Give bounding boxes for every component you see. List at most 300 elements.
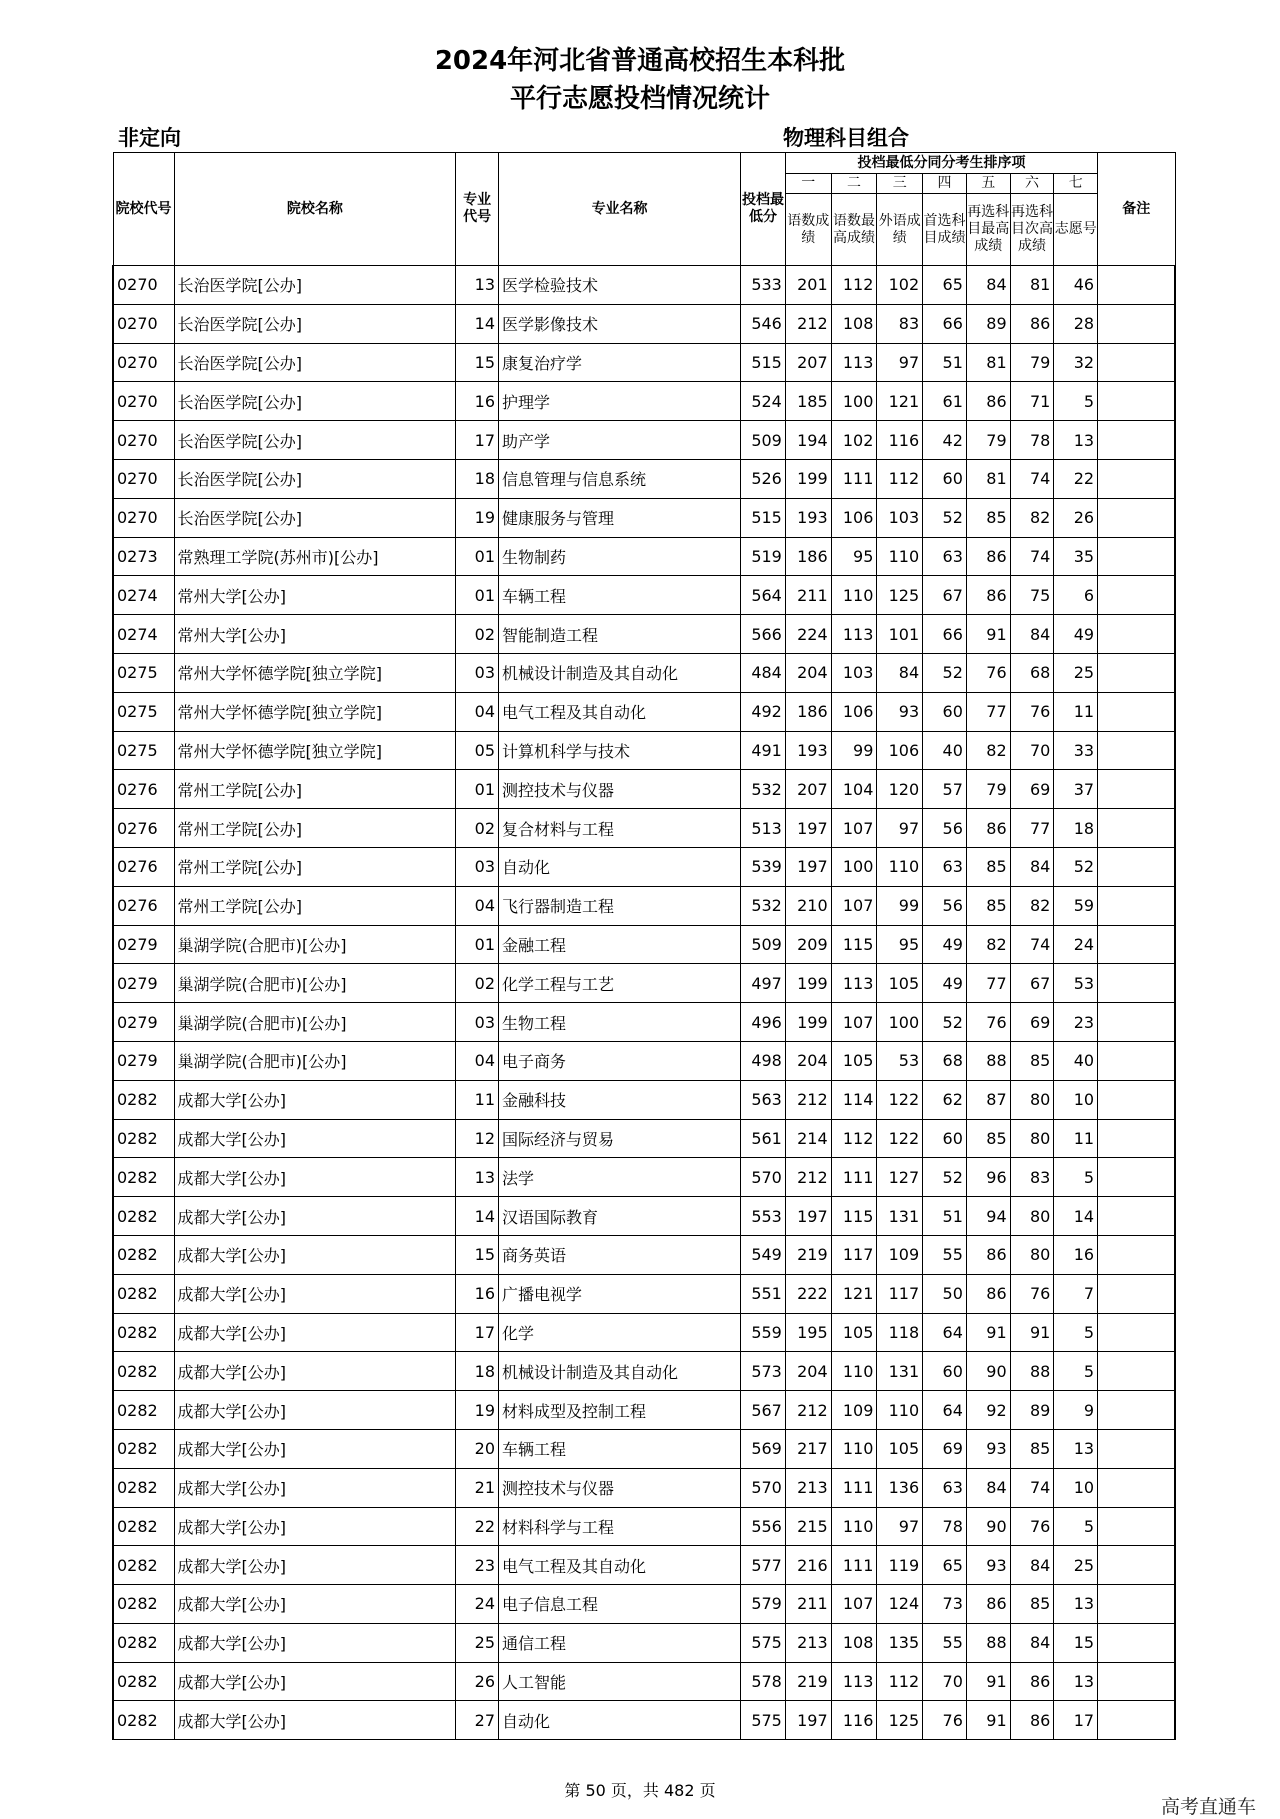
school-name-cell: 长治医学院[公办]	[174, 459, 456, 498]
major-code-cell: 14	[456, 1197, 499, 1236]
remark-cell	[1098, 421, 1175, 460]
chinese-math-score-cell: 213	[785, 1623, 831, 1662]
major-name-cell: 医学检验技术	[499, 266, 741, 305]
header-school-name: 院校名称	[174, 153, 456, 266]
primary-subject-cell: 70	[923, 1662, 967, 1701]
elective-max-cell: 93	[966, 1429, 1010, 1468]
major-code-cell: 16	[456, 1274, 499, 1313]
chinese-math-max-cell: 107	[831, 809, 877, 848]
chinese-math-max-cell: 106	[831, 692, 877, 731]
min-score-cell: 539	[741, 847, 786, 886]
chinese-math-score-cell: 212	[785, 1391, 831, 1430]
school-code-cell: 0270	[113, 382, 174, 421]
elective-second-cell: 86	[1010, 1662, 1054, 1701]
preference-number-cell: 22	[1054, 459, 1098, 498]
foreign-lang-score-cell: 119	[877, 1546, 923, 1585]
chinese-math-max-cell: 107	[831, 1003, 877, 1042]
chinese-math-max-cell: 109	[831, 1391, 877, 1430]
major-name-cell: 通信工程	[499, 1623, 741, 1662]
min-score-cell: 497	[741, 964, 786, 1003]
preference-number-cell: 7	[1054, 1274, 1098, 1313]
preference-number-cell: 6	[1054, 576, 1098, 615]
major-code-cell: 23	[456, 1546, 499, 1585]
elective-max-cell: 86	[966, 576, 1010, 615]
table-row	[113, 886, 1175, 925]
major-code-cell: 11	[456, 1080, 499, 1119]
header-ranking-group: 投档最低分同分考生排序项	[785, 153, 1097, 174]
elective-max-cell: 82	[966, 925, 1010, 964]
elective-second-cell: 86	[1010, 304, 1054, 343]
major-code-cell: 04	[456, 1041, 499, 1080]
elective-second-cell: 80	[1010, 1197, 1054, 1236]
preference-number-cell: 5	[1054, 382, 1098, 421]
foreign-lang-score-cell: 95	[877, 925, 923, 964]
chinese-math-score-cell: 212	[785, 1080, 831, 1119]
school-name-cell: 成都大学[公办]	[174, 1391, 456, 1430]
chinese-math-score-cell: 211	[785, 576, 831, 615]
min-score-cell: 566	[741, 615, 786, 654]
elective-second-cell: 88	[1010, 1352, 1054, 1391]
elective-second-cell: 80	[1010, 1119, 1054, 1158]
chinese-math-score-cell: 207	[785, 343, 831, 382]
min-score-cell: 575	[741, 1701, 786, 1740]
remark-cell	[1098, 1391, 1175, 1430]
major-name-cell: 汉语国际教育	[499, 1197, 741, 1236]
chinese-math-max-cell: 102	[831, 421, 877, 460]
chinese-math-max-cell: 113	[831, 1662, 877, 1701]
school-name-cell: 长治医学院[公办]	[174, 498, 456, 537]
foreign-lang-score-cell: 121	[877, 382, 923, 421]
chinese-math-max-cell: 121	[831, 1274, 877, 1313]
school-code-cell: 0282	[113, 1507, 174, 1546]
school-code-cell: 0282	[113, 1391, 174, 1430]
primary-subject-cell: 60	[923, 1352, 967, 1391]
school-name-cell: 常州工学院[公办]	[174, 809, 456, 848]
elective-second-cell: 77	[1010, 809, 1054, 848]
remark-cell	[1098, 847, 1175, 886]
preference-number-cell: 25	[1054, 1546, 1098, 1585]
major-code-cell: 03	[456, 1003, 499, 1042]
chinese-math-max-cell: 106	[831, 498, 877, 537]
foreign-lang-score-cell: 116	[877, 421, 923, 460]
major-code-cell: 16	[456, 382, 499, 421]
chinese-math-score-cell: 197	[785, 1701, 831, 1740]
primary-subject-cell: 51	[923, 343, 967, 382]
preference-number-cell: 13	[1054, 1662, 1098, 1701]
foreign-lang-score-cell: 131	[877, 1197, 923, 1236]
remark-cell	[1098, 770, 1175, 809]
elective-second-cell: 86	[1010, 1701, 1054, 1740]
remark-cell	[1098, 459, 1175, 498]
rank-number: 二	[831, 174, 877, 194]
chinese-math-max-cell: 107	[831, 1585, 877, 1624]
school-name-cell: 成都大学[公办]	[174, 1274, 456, 1313]
chinese-math-max-cell: 115	[831, 1197, 877, 1236]
preference-number-cell: 13	[1054, 1585, 1098, 1624]
elective-second-cell: 67	[1010, 964, 1054, 1003]
remark-cell	[1098, 1235, 1175, 1274]
chinese-math-max-cell: 100	[831, 847, 877, 886]
min-score-cell: 532	[741, 770, 786, 809]
major-name-cell: 助产学	[499, 421, 741, 460]
school-name-cell: 长治医学院[公办]	[174, 382, 456, 421]
min-score-cell: 567	[741, 1391, 786, 1430]
elective-second-cell: 82	[1010, 886, 1054, 925]
elective-second-cell: 80	[1010, 1080, 1054, 1119]
elective-max-cell: 82	[966, 731, 1010, 770]
table-row	[113, 1080, 1175, 1119]
remark-cell	[1098, 1041, 1175, 1080]
remark-cell	[1098, 886, 1175, 925]
elective-second-cell: 84	[1010, 615, 1054, 654]
chinese-math-max-cell: 105	[831, 1041, 877, 1080]
elective-max-cell: 96	[966, 1158, 1010, 1197]
table-row	[113, 1662, 1175, 1701]
elective-max-cell: 93	[966, 1546, 1010, 1585]
foreign-lang-score-cell: 125	[877, 1701, 923, 1740]
foreign-lang-score-cell: 127	[877, 1158, 923, 1197]
primary-subject-cell: 55	[923, 1235, 967, 1274]
school-name-cell: 长治医学院[公办]	[174, 266, 456, 305]
school-name-cell: 常熟理工学院(苏州市)[公办]	[174, 537, 456, 576]
chinese-math-max-cell: 114	[831, 1080, 877, 1119]
primary-subject-cell: 49	[923, 925, 967, 964]
table-row	[113, 266, 1175, 305]
major-name-cell: 测控技术与仪器	[499, 770, 741, 809]
table-row	[113, 576, 1175, 615]
header-major-name: 专业名称	[499, 153, 741, 266]
foreign-lang-score-cell: 105	[877, 1429, 923, 1468]
header-remark: 备注	[1098, 153, 1175, 266]
table-row	[113, 1507, 1175, 1546]
remark-cell	[1098, 1546, 1175, 1585]
remark-cell	[1098, 537, 1175, 576]
chinese-math-max-cell: 116	[831, 1701, 877, 1740]
chinese-math-score-cell: 214	[785, 1119, 831, 1158]
major-name-cell: 材料科学与工程	[499, 1507, 741, 1546]
table-row	[113, 1158, 1175, 1197]
chinese-math-score-cell: 224	[785, 615, 831, 654]
page-title: 2024年河北省普通高校招生本科批	[434, 46, 846, 76]
table-row	[113, 1391, 1175, 1430]
major-name-cell: 飞行器制造工程	[499, 886, 741, 925]
min-score-cell: 546	[741, 304, 786, 343]
major-name-cell: 自动化	[499, 847, 741, 886]
chinese-math-max-cell: 113	[831, 615, 877, 654]
major-code-cell: 13	[456, 1158, 499, 1197]
school-name-cell: 成都大学[公办]	[174, 1080, 456, 1119]
elective-max-cell: 90	[966, 1507, 1010, 1546]
chinese-math-score-cell: 217	[785, 1429, 831, 1468]
elective-max-cell: 86	[966, 809, 1010, 848]
school-name-cell: 成都大学[公办]	[174, 1662, 456, 1701]
min-score-cell: 524	[741, 382, 786, 421]
elective-max-cell: 86	[966, 537, 1010, 576]
chinese-math-score-cell: 213	[785, 1468, 831, 1507]
major-code-cell: 12	[456, 1119, 499, 1158]
preference-number-cell: 52	[1054, 847, 1098, 886]
major-name-cell: 电子信息工程	[499, 1585, 741, 1624]
major-name-cell: 护理学	[499, 382, 741, 421]
primary-subject-cell: 66	[923, 615, 967, 654]
primary-subject-cell: 56	[923, 809, 967, 848]
rank-item: 再选科目次高成绩	[1010, 194, 1054, 266]
school-name-cell: 成都大学[公办]	[174, 1313, 456, 1352]
major-code-cell: 02	[456, 964, 499, 1003]
elective-max-cell: 94	[966, 1197, 1010, 1236]
preference-number-cell: 13	[1054, 421, 1098, 460]
primary-subject-cell: 60	[923, 459, 967, 498]
header-min-score: 投档最低分	[741, 153, 786, 266]
chinese-math-max-cell: 110	[831, 1429, 877, 1468]
school-code-cell: 0282	[113, 1158, 174, 1197]
rank-number: 六	[1010, 174, 1054, 194]
chinese-math-score-cell: 193	[785, 498, 831, 537]
foreign-lang-score-cell: 118	[877, 1313, 923, 1352]
chinese-math-max-cell: 111	[831, 1158, 877, 1197]
school-code-cell: 0276	[113, 886, 174, 925]
elective-second-cell: 89	[1010, 1391, 1054, 1430]
school-name-cell: 常州大学[公办]	[174, 615, 456, 654]
foreign-lang-score-cell: 97	[877, 1507, 923, 1546]
chinese-math-max-cell: 110	[831, 1352, 877, 1391]
major-code-cell: 18	[456, 1352, 499, 1391]
admission-table	[112, 152, 1176, 1740]
school-code-cell: 0270	[113, 304, 174, 343]
remark-cell	[1098, 925, 1175, 964]
table-row	[113, 731, 1175, 770]
major-code-cell: 17	[456, 1313, 499, 1352]
major-name-cell: 电子商务	[499, 1041, 741, 1080]
elective-max-cell: 84	[966, 1468, 1010, 1507]
major-code-cell: 01	[456, 770, 499, 809]
min-score-cell: 509	[741, 925, 786, 964]
min-score-cell: 578	[741, 1662, 786, 1701]
school-code-cell: 0282	[113, 1352, 174, 1391]
chinese-math-score-cell: 204	[785, 1041, 831, 1080]
table-row	[113, 1119, 1175, 1158]
school-code-cell: 0282	[113, 1080, 174, 1119]
table-row	[113, 1701, 1175, 1740]
elective-max-cell: 76	[966, 653, 1010, 692]
min-score-cell: 559	[741, 1313, 786, 1352]
major-code-cell: 01	[456, 537, 499, 576]
school-name-cell: 成都大学[公办]	[174, 1507, 456, 1546]
foreign-lang-score-cell: 136	[877, 1468, 923, 1507]
remark-cell	[1098, 1274, 1175, 1313]
major-code-cell: 03	[456, 847, 499, 886]
chinese-math-score-cell: 197	[785, 847, 831, 886]
school-name-cell: 成都大学[公办]	[174, 1119, 456, 1158]
elective-second-cell: 91	[1010, 1313, 1054, 1352]
min-score-cell: 570	[741, 1158, 786, 1197]
school-code-cell: 0279	[113, 964, 174, 1003]
school-code-cell: 0274	[113, 615, 174, 654]
preference-number-cell: 14	[1054, 1197, 1098, 1236]
remark-cell	[1098, 1352, 1175, 1391]
foreign-lang-score-cell: 103	[877, 498, 923, 537]
foreign-lang-score-cell: 110	[877, 1391, 923, 1430]
remark-cell	[1098, 1080, 1175, 1119]
elective-max-cell: 86	[966, 1585, 1010, 1624]
table-row	[113, 1585, 1175, 1624]
min-score-cell: 553	[741, 1197, 786, 1236]
table-row	[113, 421, 1175, 460]
table-row	[113, 1313, 1175, 1352]
remark-cell	[1098, 343, 1175, 382]
preference-number-cell: 9	[1054, 1391, 1098, 1430]
table-row	[113, 615, 1175, 654]
school-code-cell: 0275	[113, 731, 174, 770]
school-name-cell: 长治医学院[公办]	[174, 304, 456, 343]
preference-number-cell: 40	[1054, 1041, 1098, 1080]
elective-second-cell: 69	[1010, 1003, 1054, 1042]
primary-subject-cell: 55	[923, 1623, 967, 1662]
foreign-lang-score-cell: 53	[877, 1041, 923, 1080]
remark-cell	[1098, 498, 1175, 537]
preference-number-cell: 5	[1054, 1352, 1098, 1391]
school-code-cell: 0276	[113, 809, 174, 848]
foreign-lang-score-cell: 105	[877, 964, 923, 1003]
school-code-cell: 0276	[113, 770, 174, 809]
chinese-math-score-cell: 210	[785, 886, 831, 925]
chinese-math-max-cell: 110	[831, 1507, 877, 1546]
school-name-cell: 成都大学[公办]	[174, 1197, 456, 1236]
table-row	[113, 770, 1175, 809]
major-name-cell: 法学	[499, 1158, 741, 1197]
school-name-cell: 常州大学怀德学院[独立学院]	[174, 653, 456, 692]
remark-cell	[1098, 1468, 1175, 1507]
foreign-lang-score-cell: 125	[877, 576, 923, 615]
major-code-cell: 25	[456, 1623, 499, 1662]
table-row	[113, 1546, 1175, 1585]
school-code-cell: 0282	[113, 1197, 174, 1236]
table-row	[113, 304, 1175, 343]
chinese-math-max-cell: 113	[831, 964, 877, 1003]
school-code-cell: 0275	[113, 692, 174, 731]
major-code-cell: 01	[456, 576, 499, 615]
major-code-cell: 17	[456, 421, 499, 460]
chinese-math-max-cell: 110	[831, 576, 877, 615]
min-score-cell: 564	[741, 576, 786, 615]
foreign-lang-score-cell: 101	[877, 615, 923, 654]
major-code-cell: 15	[456, 343, 499, 382]
min-score-cell: 573	[741, 1352, 786, 1391]
min-score-cell: 519	[741, 537, 786, 576]
primary-subject-cell: 78	[923, 1507, 967, 1546]
chinese-math-score-cell: 186	[785, 537, 831, 576]
chinese-math-score-cell: 211	[785, 1585, 831, 1624]
foreign-lang-score-cell: 106	[877, 731, 923, 770]
major-name-cell: 电气工程及其自动化	[499, 1546, 741, 1585]
foreign-lang-score-cell: 109	[877, 1235, 923, 1274]
major-name-cell: 广播电视学	[499, 1274, 741, 1313]
major-code-cell: 27	[456, 1701, 499, 1740]
chinese-math-score-cell: 201	[785, 266, 831, 305]
rank-number: 三	[877, 174, 923, 194]
table-row	[113, 1041, 1175, 1080]
elective-second-cell: 70	[1010, 731, 1054, 770]
school-code-cell: 0270	[113, 266, 174, 305]
remark-cell	[1098, 809, 1175, 848]
chinese-math-max-cell: 108	[831, 1623, 877, 1662]
chinese-math-score-cell: 204	[785, 653, 831, 692]
major-name-cell: 电气工程及其自动化	[499, 692, 741, 731]
foreign-lang-score-cell: 131	[877, 1352, 923, 1391]
primary-subject-cell: 50	[923, 1274, 967, 1313]
elective-second-cell: 85	[1010, 1041, 1054, 1080]
foreign-lang-score-cell: 112	[877, 1662, 923, 1701]
preference-number-cell: 16	[1054, 1235, 1098, 1274]
foreign-lang-score-cell: 93	[877, 692, 923, 731]
school-code-cell: 0279	[113, 925, 174, 964]
elective-second-cell: 75	[1010, 576, 1054, 615]
elective-second-cell: 74	[1010, 537, 1054, 576]
elective-max-cell: 81	[966, 459, 1010, 498]
school-code-cell: 0279	[113, 1041, 174, 1080]
rank-number: 五	[966, 174, 1010, 194]
chinese-math-score-cell: 216	[785, 1546, 831, 1585]
chinese-math-score-cell: 186	[785, 692, 831, 731]
school-name-cell: 成都大学[公办]	[174, 1352, 456, 1391]
foreign-lang-score-cell: 135	[877, 1623, 923, 1662]
chinese-math-max-cell: 111	[831, 1546, 877, 1585]
min-score-cell: 496	[741, 1003, 786, 1042]
remark-cell	[1098, 1585, 1175, 1624]
primary-subject-cell: 76	[923, 1701, 967, 1740]
table-row	[113, 459, 1175, 498]
elective-max-cell: 91	[966, 1701, 1010, 1740]
major-code-cell: 03	[456, 653, 499, 692]
preference-number-cell: 18	[1054, 809, 1098, 848]
major-name-cell: 商务英语	[499, 1235, 741, 1274]
preference-number-cell: 26	[1054, 498, 1098, 537]
primary-subject-cell: 49	[923, 964, 967, 1003]
min-score-cell: 515	[741, 498, 786, 537]
preference-number-cell: 10	[1054, 1468, 1098, 1507]
elective-max-cell: 91	[966, 1662, 1010, 1701]
rank-item: 再选科目最高成绩	[966, 194, 1010, 266]
foreign-lang-score-cell: 110	[877, 537, 923, 576]
school-name-cell: 成都大学[公办]	[174, 1585, 456, 1624]
primary-subject-cell: 67	[923, 576, 967, 615]
elective-second-cell: 74	[1010, 459, 1054, 498]
chinese-math-score-cell: 219	[785, 1662, 831, 1701]
school-code-cell: 0274	[113, 576, 174, 615]
preference-number-cell: 11	[1054, 692, 1098, 731]
major-name-cell: 自动化	[499, 1701, 741, 1740]
elective-max-cell: 76	[966, 1003, 1010, 1042]
major-code-cell: 04	[456, 692, 499, 731]
major-code-cell: 13	[456, 266, 499, 305]
preference-number-cell: 37	[1054, 770, 1098, 809]
table-row	[113, 692, 1175, 731]
min-score-cell: 484	[741, 653, 786, 692]
foreign-lang-score-cell: 97	[877, 809, 923, 848]
primary-subject-cell: 63	[923, 1468, 967, 1507]
preference-number-cell: 11	[1054, 1119, 1098, 1158]
school-code-cell: 0282	[113, 1429, 174, 1468]
school-code-cell: 0270	[113, 343, 174, 382]
primary-subject-cell: 73	[923, 1585, 967, 1624]
foreign-lang-score-cell: 97	[877, 343, 923, 382]
preference-number-cell: 32	[1054, 343, 1098, 382]
chinese-math-max-cell: 99	[831, 731, 877, 770]
chinese-math-max-cell: 112	[831, 1119, 877, 1158]
major-code-cell: 14	[456, 304, 499, 343]
school-name-cell: 成都大学[公办]	[174, 1701, 456, 1740]
primary-subject-cell: 64	[923, 1391, 967, 1430]
